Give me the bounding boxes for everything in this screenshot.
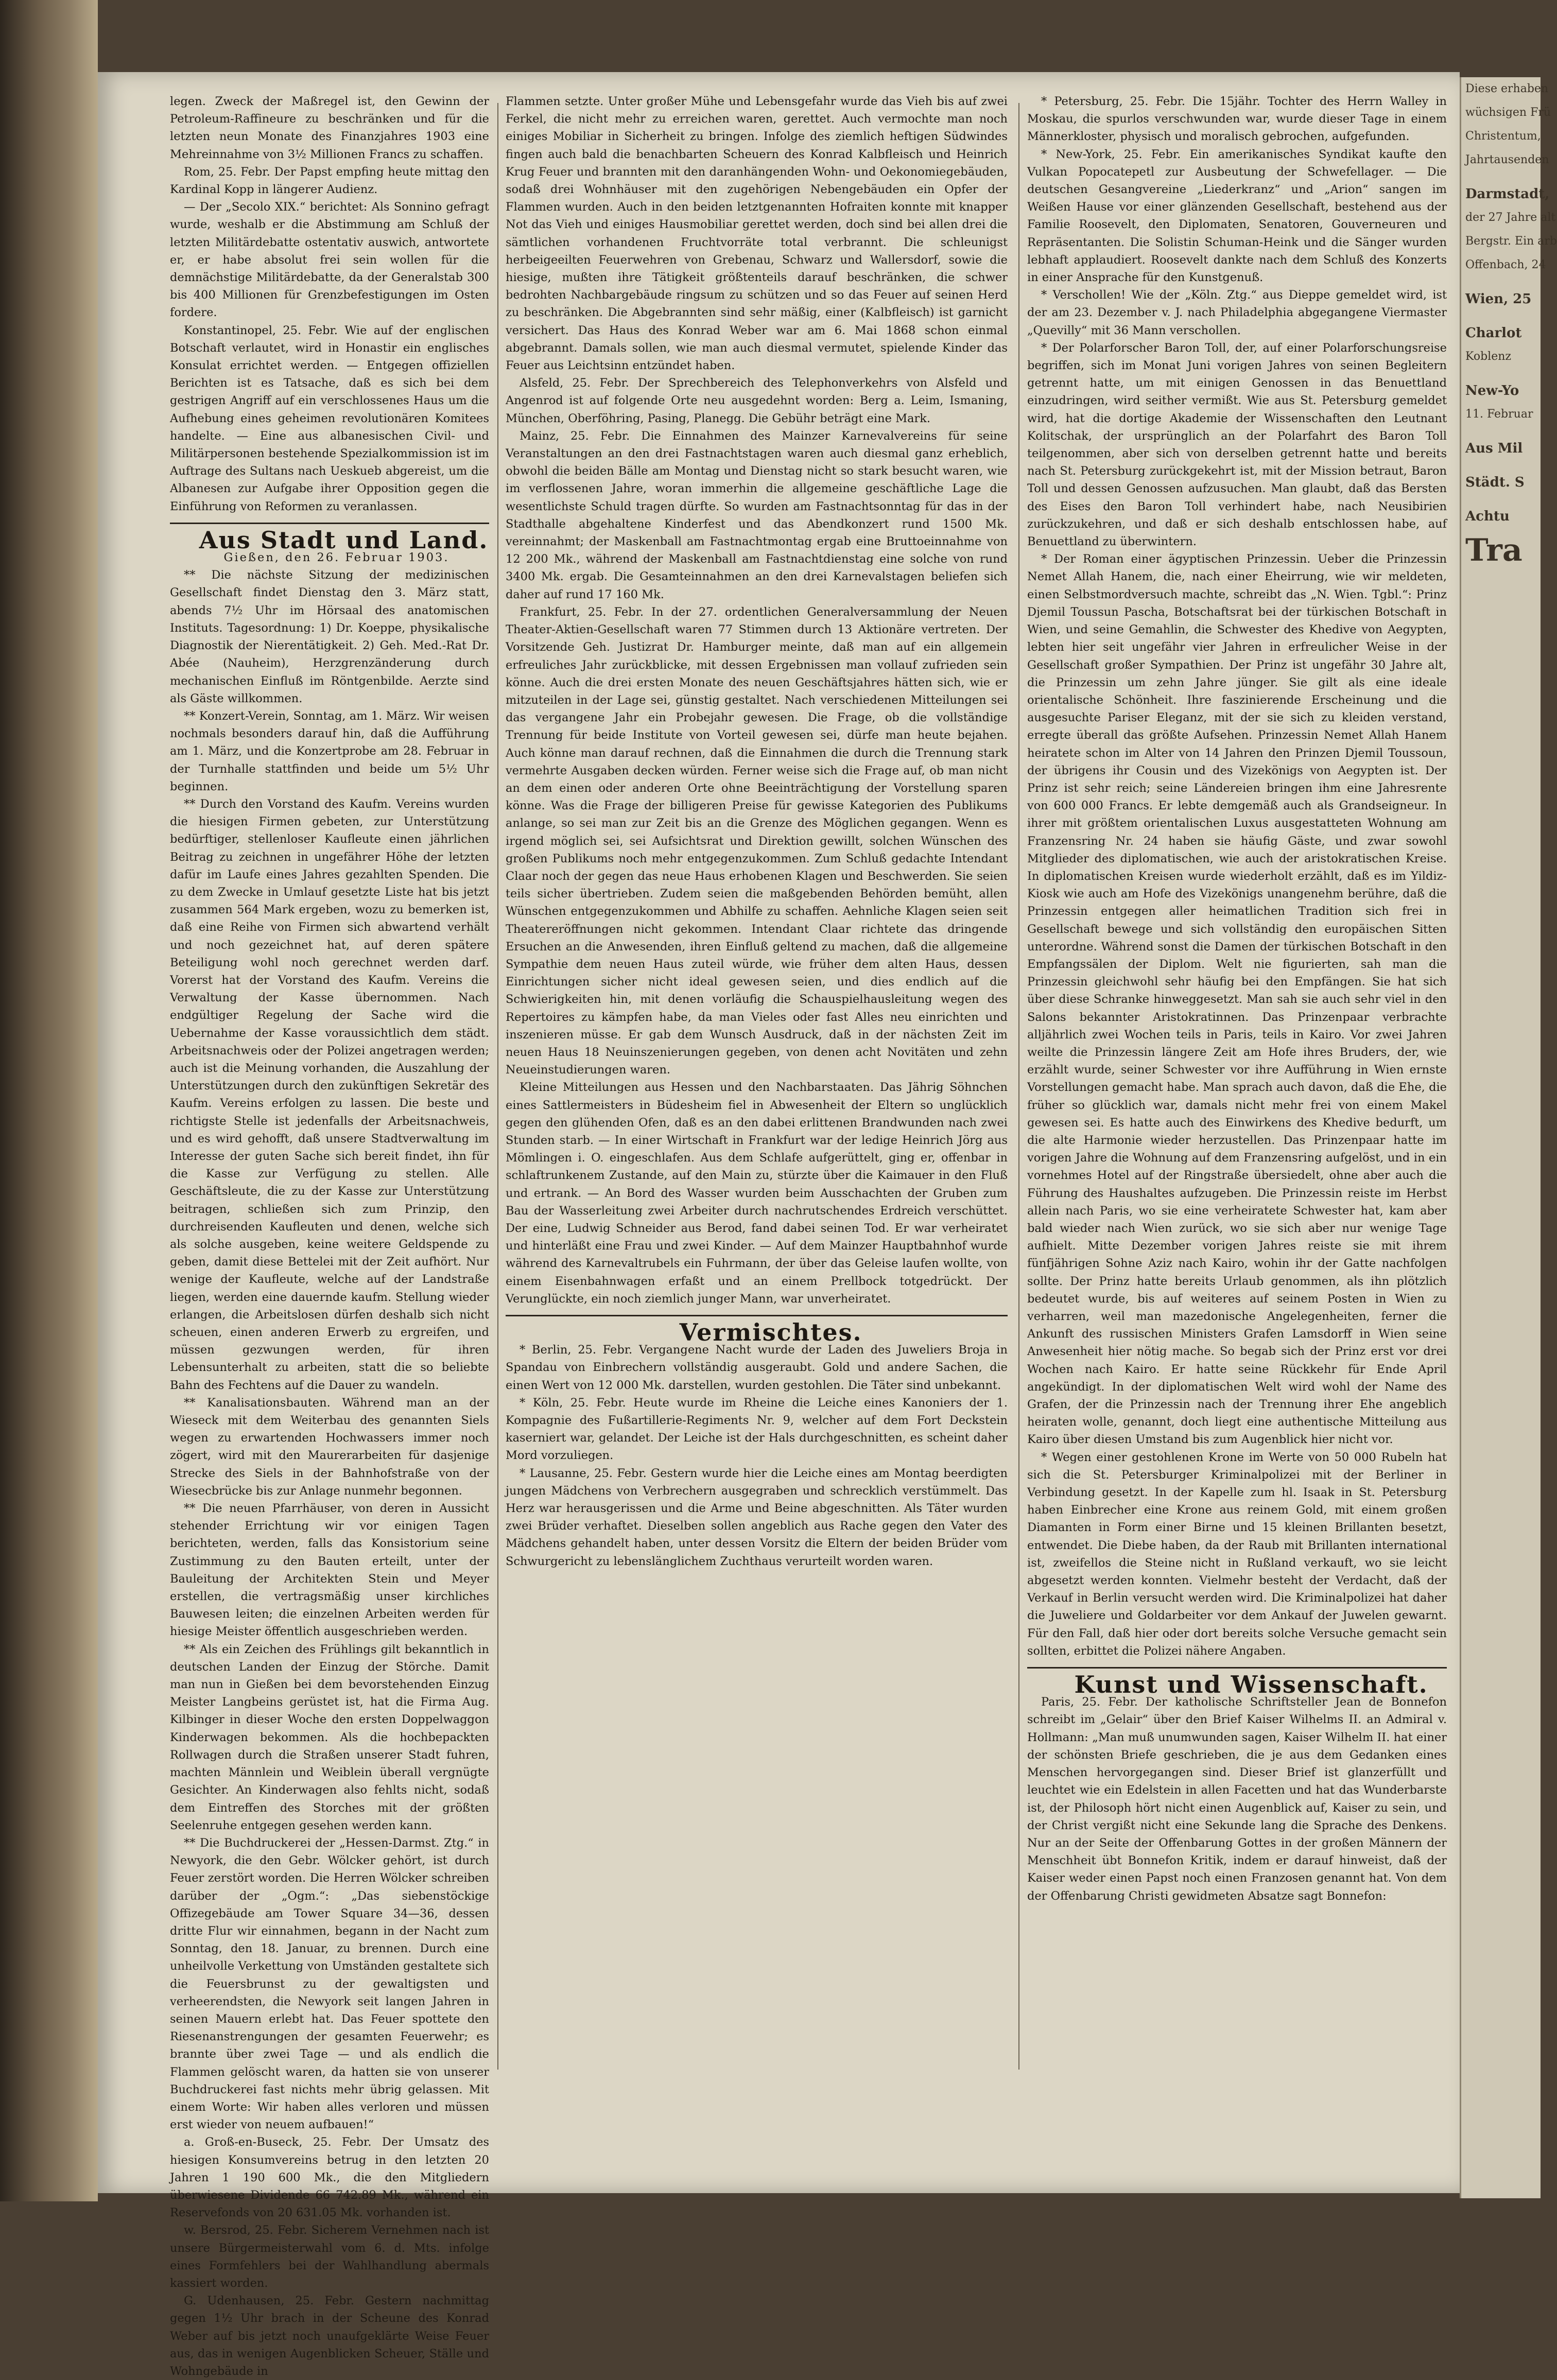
page-fragment: 11. Februar [1465, 408, 1533, 421]
article-paragraph: Kleine Mitteilungen aus Hessen und den Nachbarstaaten. Das Jährig Söhnchen eines Sattlermeisters in Büdesheim fiel in Abwesenheit der Eltern so unglücklich gegen den glühenden Ofen, daß es an den dabei erlittenen Brandwunden nach zwei Stunden starb. — In einer Wirtschaft in Frankfurt war der ledige Heinrich Jörg aus Mömlingen i. O. eingeschlafen. Aus dem Schlafe aufgerüttelt, ging er, offenbar in schlaftrunkenem Zustande, auf den Main zu, stürzte über die Kaimauer in den Fluß und ertrank. — An Bord des Wasser wurden beim Ausschachten der Gruben zum Bau der Wasserleitung zwei Arbeiter durch nachrutschendes Erdreich verschüttet. Der eine, Ludwig Schneider aus Berod, fand dabei seinen Tod. Er war verheiratet und hinterläßt eine Frau und zwei Kinder. — Auf dem Mainzer Hauptbahnhof wurde während des Karnevaltrubels ein Fuhrmann, der über das Geleise laufen wollte, von einem Eisenbahnwagen erfaßt und an einem Prellbock totgedrückt. Der Verunglückte, ein noch ziemlich junger Mann, war unverheiratet. [506, 1081, 1008, 1306]
article-paragraph: ** Durch den Vorstand des Kaufm. Vereins wurden die hiesigen Firmen gebeten, zur Unterstützung bedürftiger, stellenloser Kaufleute einen jährlichen Beitrag zu zeichnen in ungefährer Höhe der letzten dafür im Laufe eines Jahres gezahlten Spenden. Die zu dem Zwecke in Umlauf gesetzte Liste hat bis jetzt zusammen 564 Mark ergeben, wozu zu bemerken ist, daß eine Reihe von Firmen sich abwartend verhält und noch gezeichnet hat, auf deren spätere Beteiligung wohl noch gerechnet werden darf. Vorerst hat der Vorstand des Kaufm. Vereins die Verwaltung der Kasse übernommen. Nach endgültiger Regelung der Sache wird die Uebernahme der Kasse voraussichtlich dem städt. Arbeitsnachweis oder der Polizei angetragen werden; auch ist die Meinung vorhanden, die Auszahlung der Unterstützungen durch den zukünftigen Sekretär des Kaufm. Vereins erfolgen zu lassen. Die beste und richtigste Stelle ist jedenfalls der Arbeitsnachweis, und es wird gehofft, daß unsere Stadtverwaltung im Interesse der guten Sache sich bereit findet, ihn für die Kasse zur Verfügung zu stellen. Alle Geschäftsleute, die zu der Kasse zur Unterstützung beitragen, schließen sich zum Prinzip, den durchreisenden Kaufleuten und denen, welche sich als solche ausgeben, keine weitere Geldspende zu geben, damit diese Bettelei mit der Zeit aufhört. Nur wenige der Kaufleute, welche auf der Landstraße liegen, werden eine dauernde kaufm. Stellung wieder erlangen, die Arbeitslosen dürfen deshalb sich nicht scheuen, einen anderen Erwerb zu ergreifen, und müssen gezwungen werden, für ihren Lebensunterhalt zu arbeiten, statt die so beliebte Bahn des Fechtens auf die Dauer zu wandeln. [170, 797, 489, 1392]
page-fragment: Jahrtausenden [1465, 153, 1549, 166]
article-paragraph: * Lausanne, 25. Febr. Gestern wurde hier die Leiche eines am Montag beerdigten jungen Mädchens von Verbrechern ausgegraben und schrecklich verstümmelt. Das Herz war herausgerissen und die Arme und Beine abgeschnitten. Als Täter wurden zwei Brüder verhaftet. Dieselben sollen angeblich aus Rache gegen den Vater des Mädchens gehandelt haben, unter dessen Vorsitz die Eltern der beiden Brüder vom Schwurgericht zu lebenslänglichem Zuchthaus verurteilt worden waren. [506, 1466, 1008, 1568]
article-paragraph: * Wegen einer gestohlenen Krone im Werte von 50 000 Rubeln hat sich die St. Petersburger Kriminalpolizei mit der Berliner in Verbindung gesetzt. In der Kapelle zum hl. Isaak in St. Petersburg haben Einbrecher eine Krone aus reinem Gold, mit einem großen Diamanten in Form einer Birne und 15 kleinen Brillanten besetzt, entwendet. Die Diebe haben, da der Raub mit Brillanten international ist, zweifellos die Steine nicht in Rußland verkauft, wo sie leicht abgesetzt werden konnten. Vielmehr besteht der Verdacht, daß der Verkauf in Berlin versucht werden wird. Die Kriminalpolizei hat daher die Juweliere und Goldarbeiter vor dem Ankauf der Juwelen gewarnt. Für den Fall, daß hier oder dort bereits solche Versuche gemacht sein sollten, erbittet die Polizei nähere Angaben. [1027, 1450, 1447, 1658]
section-title-vermischtes: Vermischtes. [679, 1318, 862, 1347]
article-paragraph: Frankfurt, 25. Febr. In der 27. ordentlichen Generalversammlung der Neuen Theater-Aktien-Gesellschaft waren 77 Stimmen durch 13 Aktionäre vertreten. Der Vorsitzende Geh. Justizrat Dr. Hamburger meinte, daß man auf ein allgemein erfreuliches Jahr zurückblicke, mit dessen Ergebnissen man vollauf zufrieden sein könne. Auch die drei ersten Monate des neuen Geschäftsjahres hätten sich, wie er mitzuteilen in der Lage sei, günstig gestaltet. Nach verschiedenen Mitteilungen sei das vergangene Jahr ein Probejahr gewesen. Die Frage, ob die vollständige Trennung für beide Institute von Vorteil gewesen sei, dürfe man heute bejahen. Auch könne man darauf rechnen, daß die Einnahmen die durch die Trennung stark vermehrte Ausgaben decken würden. Ferner weise sich die Frage auf, ob man nicht an dem einen oder anderen Orte ohne Beeinträchtigung der Vorstellung sparen könne. Was die Frage der billigeren Preise für gewisse Kategorien des Publikums anlange, so sei man zur Zeit bis an die Grenze des Möglichen gegangen. Wenn es irgend möglich sei, sei Aufsichtsrat und Direktion gewillt, solchen Wünschen des großen Publikums noch mehr entgegenzukommen. Zum Schluß gedachte Intendant Claar noch der gegen das neue Haus erhobenen Klagen und Beschwerden. Sie seien teils sicher übertrieben. Zudem seien die maßgebenden Behörden bemüht, allen Wünschen entgegenzukommen und Abhilfe zu schaffen. Aehnliche Klagen seien seit Theatereröffnungen nicht gekommen. Intendant Claar richtete das dringende Ersuchen an die Anwesenden, ihren Einfluß geltend zu machen, daß die allgemeine Sympathie dem neuen Haus zuteil würde, wie früher dem alten Haus, dessen Einrichtungen sicher nicht ideal gewesen seien, und dies endlich auf die Schwierigkeiten hin, mit denen vorläufig die Schauspielhausleitung wegen des Repertoires zu kämpfen habe, da man Vieles oder fast Alles neu einrichten und inszenieren müsse. Er gab dem Wunsch Ausdruck, daß in der nächsten Zeit im neuen Haus 18 Neuinszenierungen gegeben, von denen acht Novitäten und zehn Neueinstudierungen waren. [506, 605, 1008, 1077]
page-fragment: Koblenz [1465, 350, 1511, 363]
article-paragraph: * Berlin, 25. Febr. Vergangene Nacht wurde der Laden des Juweliers Broja in Spandau von Einbrechern vollständig ausgeraubt. Gold und andere Sachen, die einen Wert von 12 000 Mk. darstellen, wurden gestohlen. Die Täter sind unbekannt. [506, 1343, 1008, 1392]
page-fragment: Diese erhaben [1465, 82, 1549, 95]
section-divider [1027, 1667, 1447, 1669]
page-fragment: Offenbach, 24 [1465, 258, 1546, 271]
section-title-kunst-und-wissenschaft: Kunst und Wissenschaft. [1074, 1671, 1428, 1699]
article-paragraph: ** Die neuen Pfarrhäuser, von deren in Aussicht stehender Errichtung wir vor einigen Tagen berichteten, werden, falls das Konsistorium seine Zustimmung zu den Bauten erteilt, unter der Bauleitung der Architekten Stein und Meyer erstellen, die vertragsmäßig unser kirchliches Bauwesen leiten; die einzelnen Arbeiten werden für hiesige Meister öffentlich ausgeschrieben werden. [170, 1502, 489, 1639]
page-fragment: New-Yo [1465, 383, 1519, 398]
article-paragraph: ** Die Buchdruckerei der „Hessen-Darmst. Ztg.“ in Newyork, die den Gebr. Wölcker gehört, ist durch Feuer zerstört worden. Die Herren Wölcker schreiben darüber der „Ogm.“: „Das siebenstöckige Offizegebäude am Tower Square 34—36, dessen dritte Flur wir einnahmen, begann in der Nacht zum Sonntag, den 18. Januar, zu brennen. Durch eine unheilvolle Verkettung von Umständen gestaltete sich die Feuersbrunst zu der gewaltigsten und verheerendsten, die Newyork seit langen Jahren in seinen Mauern erlebt hat. Das Feuer spottete den Riesenanstrengungen der gesamten Feuerwehr; es brannte über zwei Tage — und als endlich die Flammen gelöscht waren, da hatten sie von unserer Buchdruckerei fast nichts mehr übrig gelassen. Mit einem Worte: Wir haben alles verloren und müssen erst wieder von neuem aufbauen!“ [170, 1836, 489, 2132]
article-paragraph: ** Als ein Zeichen des Frühlings gilt bekanntlich in deutschen Landen der Einzug der Störche. Damit man nun in Gießen bei dem bevorstehenden Einzug Meister Langbeins gerüstet ist, hat die Firma Aug. Kilbinger in dieser Woche den ersten Doppelwaggon Kinderwagen bekommen. Als die hochbepackten Rollwagen durch die Straßen unserer Stadt fuhren, machten Männlein und Weiblein überall vergnügte Gesichter. An Kinderwagen also fehlts nicht, sodaß dem Eintreffen des Storches mit der größten Seelenruhe entgegen gesehen werden kann. [170, 1642, 489, 1832]
article-paragraph: Flammen setzte. Unter großer Mühe und Lebensgefahr wurde das Vieh bis auf zwei Ferkel, die nicht mehr zu erreichen waren, gerettet. Auch vermochte man noch einiges Mobiliar in Sicherheit zu bringen. Infolge des ziemlich heftigen Südwindes fingen auch bald die benachbarten Scheuern des Konrad Kalbfleisch und Heinrich Krug Feuer und brannten mit den daranhängenden Wohn- und Oekonomiegebäuden, sodaß drei Wohnhäuser mit den zugehörigen Nebengebäuden ein Opfer der Flammen wurden. Auch in den beiden letztgenannten Hofraiten konnte mit knapper Not das Vieh und einiges Hausmobiliar gerettet werden, doch sind bei allen drei die sämtlichen vorhandenen Fruchtvorräte total verbrannt. Die schleunigst herbeigeeilten Feuerwehren von Grebenau, Schwarz und Wallersdorf, sowie die hiesige, mußten ihre Tätigkeit größtenteils darauf beschränken, die schwer bedrohten Nachbargebäude ringsum zu schützen und so das Feuer auf seinen Herd zu beschränken. Die Abgebrannten sind sehr mäßig, einer (Kalbfleisch) ist garnicht versichert. Das Haus des Konrad Weber war am 6. Mai 1868 schon einmal abgebrannt. Damals sollen, wie man auch diesmal vermutet, spielende Kinder das Feuer aus Leichtsinn entzündet haben. [506, 95, 1008, 373]
section-divider [506, 1315, 1008, 1316]
article-paragraph: a. Groß-en-Buseck, 25. Febr. Der Umsatz des hiesigen Konsumvereins betrug in den letzten 20 Jahren 1 190 600 Mk., die den Mitgliedern überwiesene Dividende 66 742.89 Mk., während ein Reservefonds von 20 631.05 Mk. vorhanden ist. [170, 2135, 489, 2220]
article-paragraph: Alsfeld, 25. Febr. Der Sprechbereich des Telephonverkehrs von Alsfeld und Angenrod ist auf folgende Orte neu ausgedehnt worden: Berg a. Leim, Ismaning, München, Oberföhring, Pasing, Planegg. Die Gebühr beträgt eine Mark. [506, 376, 1008, 425]
page-fragment: Charlot [1465, 325, 1522, 341]
article-paragraph: Rom, 25. Febr. Der Papst empfing heute mittag den Kardinal Kopp in längerer Audienz. [170, 165, 489, 197]
page-fragment: Tra [1465, 532, 1523, 568]
page-fragment: Städt. S [1465, 475, 1525, 490]
article-paragraph: * Der Polarforscher Baron Toll, der, auf einer Polarforschungsreise begriffen, sich im Monat Juni vorigen Jahres von seinen Begleitern getrennt hatte, um mit einigen Genossen in das Benuettland einzudringen, wird seither vermißt. Wie aus St. Petersburg gemeldet wird, hat die dortige Akademie der Wissenschaften den Leutnant Kolitschak, der ursprünglich an der Polarfahrt des Baron Toll teilgenommen, aber sich von derselben getrennt hatte und bereits nach St. Petersburg zurückgekehrt ist, mit der Mission betraut, Baron Toll und dessen Genossen aufzusuchen. Man glaubt, daß das Bersten des Eises den Baron Toll verhindert habe, nach Neusibirien zurückzukehren, und daß er sich deshalb entschlossen habe, auf Benuettland zu überwintern. [1027, 341, 1447, 549]
article-paragraph: Konstantinopel, 25. Febr. Wie auf der englischen Botschaft verlautet, wird in Honastir ein englisches Konsulat errichtet werden. — Entgegen offiziellen Berichten ist es Tatsache, daß es sich bei dem gestrigen Angriff auf ein verschlossenes Haus um die Aufhebung eines geheimen revolutionären Komitees handelte. — Eine aus albanesischen Civil- und Militärpersonen bestehende Spezialkommission ist im Auftrage des Sultans nach Ueskueb abgereist, um die Albanesen zur Aufgabe ihrer Opposition gegen die Einführung von Reformen zu veranlassen. [170, 323, 489, 513]
article-paragraph: Mainz, 25. Febr. Die Einnahmen des Mainzer Karnevalvereins für seine Veranstaltungen an den drei Fastnachtstagen waren auch diesmal ganz erheblich, obwohl die beiden Bälle am Montag und Dienstag nicht so stark besucht waren, wie im verflossenen Jahre, woran immerhin die allgemeine geschäftliche Lage die wesentlichste Schuld tragen dürfte. So wurden am Fastnachtsonntag für das in der Stadthalle abgehaltene Kinderfest und das Abendkonzert rund 1500 Mk. vereinnahmt; der Maskenball am Fastnachtmontag ergab eine Bruttoeinnahme von 12 200 Mk., während der Maskenball am Fastnachtdienstag eine solche von rund 3400 Mk. ergab. Die Gesamteinnahmen an den drei Karnevalstagen beliefen sich daher auf rund 17 160 Mk. [506, 429, 1008, 601]
adjacent-page-edge [1460, 77, 1557, 2198]
article-paragraph: * New-York, 25. Febr. Ein amerikanisches Syndikat kaufte den Vulkan Popocatepetl zur Ausbeutung der Schwefellager. — Die deutschen Gesangvereine „Liederkranz“ und „Arion“ sangen im Weißen Hause vor einer glänzenden Gesellschaft, bestehend aus der Familie Roosevelt, den Diplomaten, Senatoren, Gouverneuren und Repräsentanten. Die Solistin Schuman-Heink und die Sänger wurden lebhaft applaudiert. Roosevelt dankte nach dem Schluß des Konzerts in einer Ansprache für den Kunstgenuß. [1027, 147, 1447, 285]
page-fragment: der 27 Jahre alt [1465, 211, 1556, 224]
column-1 [170, 93, 489, 2378]
article-paragraph: legen. Zweck der Maßregel ist, den Gewinn der Petroleum-Raffineure zu beschränken und für die letzten neun Monate des Finanzjahres 1903 eine Mehreinnahme von 3½ Millionen Francs zu schaffen. [170, 95, 489, 161]
section-divider [170, 523, 489, 524]
article-paragraph: ** Konzert-Verein, Sonntag, am 1. März. Wir weisen nochmals besonders darauf hin, daß die Aufführung am 1. März, und die Konzertprobe am 28. Februar in der Turnhalle stattfinden und beide um 5½ Uhr beginnen. [170, 709, 489, 793]
article-paragraph: — Der „Secolo XIX.“ berichtet: Als Sonnino gefragt wurde, weshalb er die Abstimmung am Schluß der letzten Militärdebatte ostentativ auswich, antwortete er, er habe absolut frei sein wollen für die demnächstige Militärdebatte, da der Generalstab 300 bis 400 Millionen für Grenzbefestigungen im Osten fordere. [170, 200, 489, 320]
book-binding [0, 0, 98, 2201]
article-paragraph: ** Die nächste Sitzung der medizinischen Gesellschaft findet Dienstag den 3. März statt, abends 7½ Uhr im Hörsaal des anatomischen Instituts. Tagesordnung: 1) Dr. Koeppe, physikalische Diagnostik der Nierentätigkeit. 2) Geh. Med.-Rat Dr. Abée (Nauheim), Herzgrenzänderung durch mechanischen Einfluß im Röntgenbilde. Aerzte sind als Gäste willkommen. [170, 568, 489, 705]
article-paragraph: * Köln, 25. Febr. Heute wurde im Rheine die Leiche eines Kanoniers der 1. Kompagnie des Fußartillerie-Regiments Nr. 9, welcher auf dem Fort Deckstein kaserniert war, gelandet. Der Leiche ist der Hals durchgeschnitten, es scheint daher Mord vorzuliegen. [506, 1396, 1008, 1463]
page-fragment: Wien, 25 [1465, 291, 1532, 307]
column-2 [506, 93, 1008, 2100]
article-paragraph: * Petersburg, 25. Febr. Die 15jähr. Tochter des Herrn Walley in Moskau, die spurlos verschwunden war, wurde dieser Tage in einem Männerkloster, physisch und moralisch gebrochen, aufgefunden. [1027, 95, 1447, 144]
column-3 [1027, 93, 1447, 2100]
article-paragraph: * Verschollen! Wie der „Köln. Ztg.“ aus Dieppe gemeldet wird, ist der am 23. Dezember v. J. nach Philadelphia abgegangene Viermaster „Quevilly“ mit 36 Mann verschollen. [1027, 288, 1447, 337]
column-rule-2 [1018, 103, 1019, 2070]
page-fragment: Christentum, [1465, 130, 1541, 143]
page-fragment: Aus Mil [1465, 441, 1523, 456]
column-rule-1 [497, 103, 498, 2070]
section-title-stadt-und-land: Aus Stadt und Land. [199, 526, 489, 554]
article-paragraph: * Der Roman einer ägyptischen Prinzessin. Ueber die Prinzessin Nemet Allah Hanem, die, nach einer Eheirrung, wie wir meldeten, einen Selbstmordversuch machte, schreibt das „N. Wien. Tgbl.“: Prinz Djemil Toussun Pascha, Botschaftsrat bei der türkischen Botschaft in Wien, und seine Gemahlin, die Schwester des Khedive von Aegypten, lebten hier seit ungefähr vier Jahren in erfreulicher Weise in der Gesellschaft großer Sympathien. Der Prinz ist ungefähr 30 Jahre alt, die Prinzessin um zehn Jahre jünger. Sie gilt als eine ideale orientalische Schönheit. Ihre faszinierende Erscheinung und die ausgesuchte Pariser Eleganz, mit der sie sich zu kleiden verstand, erregte überall das größte Aufsehen. Prinzessin Nemet Allah Hanem heiratete schon im Alter von 14 Jahren den Prinzen Djemil Toussoun, der übrigens ihr Cousin und des Vizekönigs von Aegypten ist. Der Prinz ist sehr reich; seine Ländereien bringen ihm eine Jahresrente von 600 000 Francs. Er lebte demgemäß auch als Grandseigneur. In ihrer mit größtem orientalischen Luxus ausgestatteten Wohnung am Franzensring Nr. 24 haben sie häufig Gäste, und zwar sowohl Mitglieder des diplomatischen, wie auch der aristokratischen Kreise. In diplomatischen Kreisen wurde wiederholt erzählt, daß es im Yildiz-Kiosk wie auch am Hofe des Vizekönigs unangenehm berühre, daß die Prinzessin entgegen aller heimatlichen Tradition sich frei in Gesellschaft bewege und sich vollständig den europäischen Sitten unterordne. Während sonst die Damen der türkischen Botschaft in den Empfangssälen der Diplom. Welt nie figurierten, sah man die Prinzessin gleichwohl sehr häufig bei den Empfängen. Sie hat sich über diese Schranke hinweggesetzt. Man sah sie auch sehr viel in den Salons bekannter Aristokratinnen. Das Prinzenpaar verbrachte alljährlich zwei Wochen teils in Paris, teils in Kairo. Vor zwei Jahren weilte die Prinzessin längere Zeit am Hofe ihres Bruders, der, wie erzählt wurde, seiner Schwester vor ihre Aufführung in Wien ernste Vorstellungen gemacht habe. Man sprach auch davon, daß die Ehe, die früher so glücklich war, damals nicht mehr frei von einem Makel gewesen sei. Es hatte auch des Einwirkens des Khedive bedurft, um die alte Harmonie wieder herzustellen. Das Prinzenpaar hatte im vorigen Jahre die Wohnung auf dem Franzensring aufgelöst, und in ein vornehmes Hotel auf der Ringstraße übersiedelt, ohne aber auch die Führung des Haushaltes aufzugeben. Die Prinzessin reiste im Herbst allein nach Paris, wo sie eine verheiratete Schwester hat, kam aber bald wieder nach Wien zurück, wo sie sich aber nur wenige Tage aufhielt. Mitte Dezember vorigen Jahres reiste sie mit ihrem fünfjährigen Sohne Aziz nach Kairo, wohin ihr der Gatte nachfolgen sollte. Der Prinz hatte bereits Urlaub genommen, als ihn plötzlich bedeutet wurde, bis auf weiteres auf seinem Posten in Wien zu verharren, weil man mazedonische Angelegenheiten, ferner die Ankunft des russischen Ministers Grafen Lamsdorff in Wien seine Anwesenheit hier nötig mache. So begab sich der Prinz erst vor drei Wochen nach Kairo. Er hatte seine Rückkehr für Ende April angekündigt. In der diplomatischen Welt wird wohl der Name des Grafen, der die Prinzessin nach der Trennung ihrer Ehe angeblich heiraten wolle, genannt, doch liegt eine authentische Mitteilung aus Kairo über diesen Umstand bis zum Augenblick hier nicht vor. [1027, 552, 1447, 1447]
article-paragraph: ** Kanalisationsbauten. Während man an der Wieseck mit dem Weiterbau des genannten Siels wegen zu erwartenden Hochwassers immer noch zögert, wird mit den Maurerarbeiten für dasjenige Strecke des Siels in der Bahnhofstraße von der Wiesecbrücke bis zur Anlage nunmehr begonnen. [170, 1396, 489, 1498]
page-fragment: Achtu [1465, 509, 1510, 524]
article-paragraph: w. Bersrod, 25. Febr. Sicherem Vernehmen nach ist unsere Bürgermeisterwahl vom 6. d. Mts. infolge eines Formfehlers bei der Wahlhandlung abermals kassiert worden. [170, 2223, 489, 2290]
page-fragment: wüchsigen Frü [1465, 106, 1551, 119]
page-fragment: Bergstr. Ein arb [1465, 235, 1557, 248]
dateline: Gießen, den 26. Februar 1903. [223, 551, 449, 565]
article-paragraph: G. Udenhausen, 25. Febr. Gestern nachmittag gegen 1½ Uhr brach in der Scheune des Konrad Weber auf bis jetzt noch unaufgeklärte Weise Feuer aus, das in wenigen Augenblicken Scheuer, Ställe und Wohngebäude in [170, 2294, 489, 2378]
page-fragment: Darmstadt, [1465, 186, 1550, 202]
article-paragraph: Paris, 25. Febr. Der katholische Schriftsteller Jean de Bonnefon schreibt im „Gelair“ über den Brief Kaiser Wilhelms II. an Admiral v. Hollmann: „Man muß unumwunden sagen, Kaiser Wilhelm II. hat einer der schönsten Briefe geschrieben, die je aus dem Gedanken eines Menschen hervorgegangen sind. Dieser Brief ist glanzerfüllt und leuchtet wie ein Edelstein in allen Facetten und hat das Wunderbarste ist, der Philosoph hört nicht einen Augenblick auf, Kaiser zu sein, und der Christ vergißt nicht eine Sekunde lang die Sprache des Denkens. Nur an der Seite der Offenbarung Gottes in der großen Männern der Menschheit übt Bonnefon Kritik, indem er darauf hinweist, daß der Kaiser weder einen Papst noch einen Franzosen genannt hat. Von dem der Offenbarung Christi gewidmeten Absatze sagt Bonnefon: [1027, 1695, 1447, 1903]
